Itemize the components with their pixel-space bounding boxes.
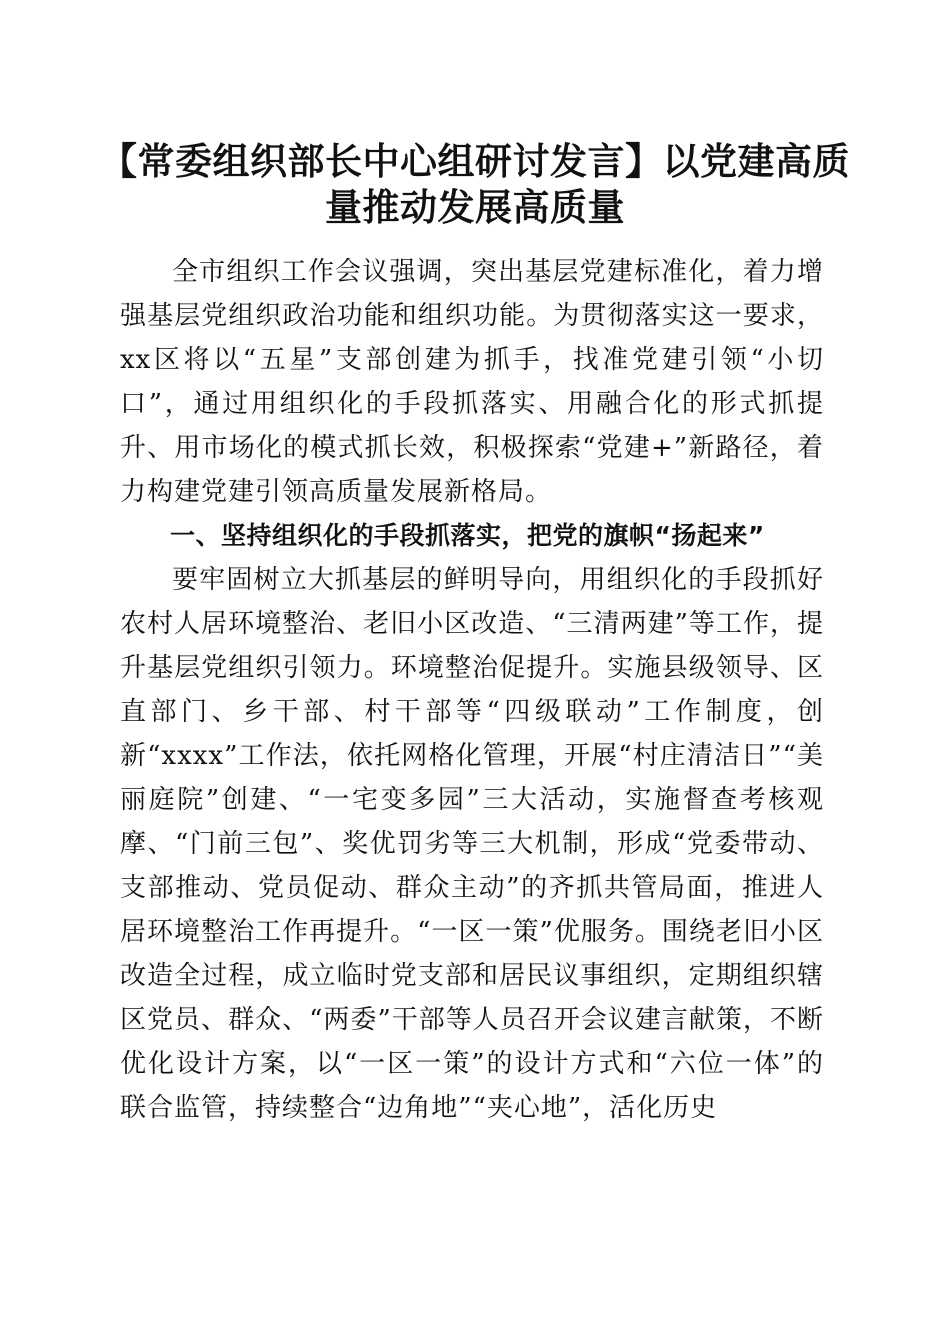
section-heading-1: 一、坚持组织化的手段抓落实，把党的旗帜“扬起来”: [170, 521, 765, 550]
document-title: 【常委组织部长中心组研讨发言】以党建高质量推动发展高质量: [100, 139, 850, 229]
document-body: [120, 250, 824, 1130]
section-1-paragraph: 要牢固树立大抓基层的鲜明导向，用组织化的手段抓好农村人居环境整治、老旧小区改造、“三清两建”等工作，提升基层党组织引领力。环境整治促提升。实施县级领导、区直部门、乡干部、村干部等“四级联动”工作制度，创新“xxxx”工作法，依托网格化管理，开展“村庄清洁日”“美丽庭院”创建、“一宅变多园”三大活动，实施督查考核观摩、“门前三包”、奖优罚劣等三大机制，形成“党委带动、支部推动、党员促动、群众主动”的齐抓共管局面，推进人居环境整治工作再提升。“一区一策”优服务。围绕老旧小区改造全过程，成立临时党支部和居民议事组织，定期组织辖区党员、群众、“两委”干部等人员召开会议建言献策，不断优化设计方案，以“一区一策”的设计方式和“六位一体”的联合监管，持续整合“边角地”“夹心地”，活化历史: [120, 565, 824, 1123]
intro-paragraph: 全市组织工作会议强调，突出基层党建标准化，着力增强基层党组织政治功能和组织功能。为贯彻落实这一要求，xx区将以“五星”支部创建为抓手，找准党建引领“小切口”，通过用组织化的手段抓落实、用融合化的形式抓提升、用市场化的模式抓长效，积极探索“党建+”新路径，着力构建党建引领高质量发展新格局。: [120, 257, 824, 507]
